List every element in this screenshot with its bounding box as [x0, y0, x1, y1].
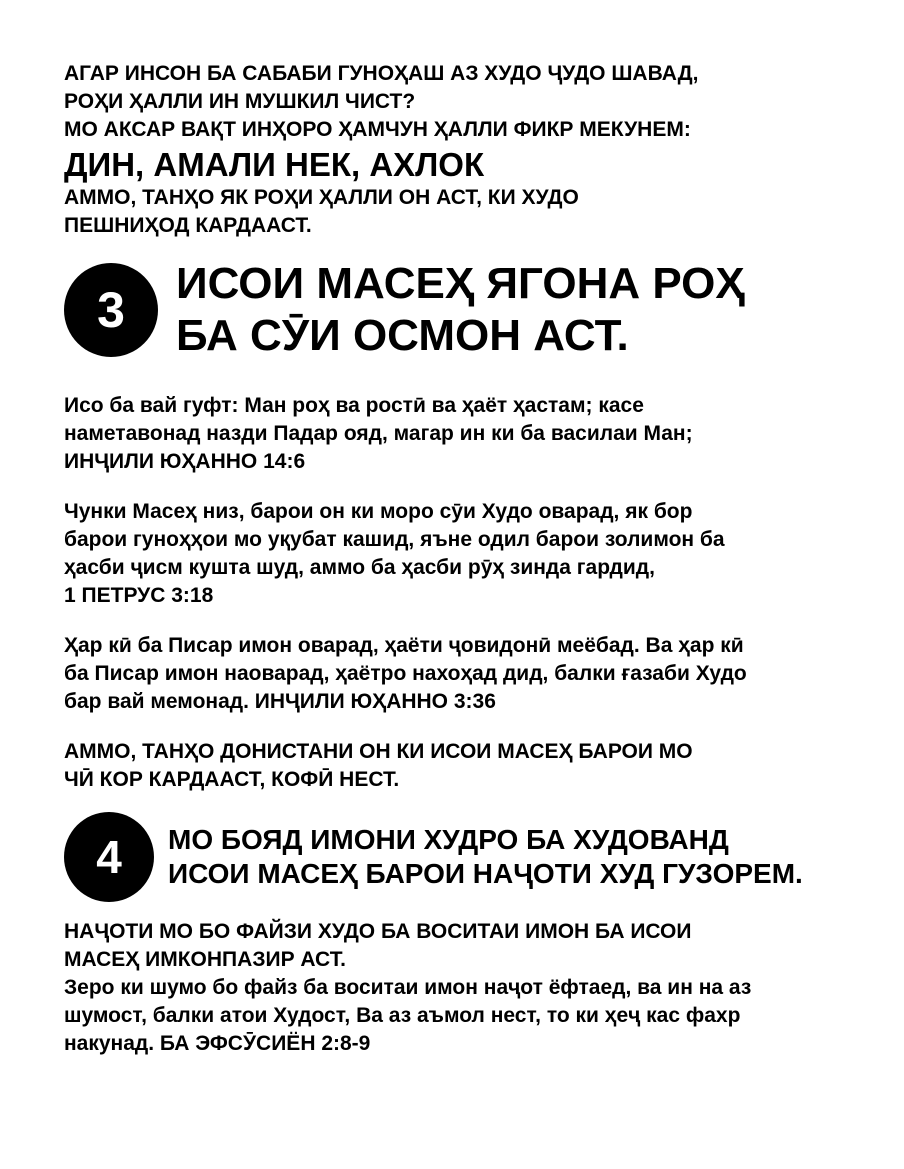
section-4-header	[64, 812, 854, 902]
paragraph-line: наметавонад назди Падар ояд, магар ин ки ба василаи Ман;	[64, 422, 693, 445]
section-3-header	[64, 258, 854, 362]
paragraph-line: барои гуноҳҳои мо уқубат кашид, яъне одил барои золимон ба	[64, 528, 725, 551]
paragraph-line: ҳасби ҷисм кушта шуд, аммо ба ҳасби рӯҳ зинда гардид,	[64, 556, 655, 579]
tract-page	[64, 58, 854, 1058]
scripture-reference: ИНҶИЛИ ЮҲАННО 14:6	[64, 450, 306, 473]
intro-emphasis: ДИН, АМАЛИ НЕК, АХЛОК	[64, 146, 485, 183]
scripture-paragraph	[64, 392, 854, 476]
intro-line: АММО, ТАНҲО ЯК РОҲИ ҲАЛЛИ ОН АСТ, КИ ХУДО	[64, 186, 579, 209]
scripture-paragraph	[64, 498, 854, 610]
paragraph-line: АММО, ТАНҲО ДОНИСТАНИ ОН КИ ИСОИ МАСЕҲ БАРОИ МО	[64, 740, 693, 763]
step-number-badge: 3	[64, 263, 158, 357]
summary-paragraph	[64, 738, 854, 794]
intro-line: ПЕШНИҲОД КАРДААСТ.	[64, 214, 312, 237]
heading-line: МО БОЯД ИМОНИ ХУДРО БА ХУДОВАНД	[168, 824, 729, 855]
section-4-heading	[168, 823, 803, 891]
section-3-heading	[176, 258, 745, 362]
intro-line: АГАР ИНСОН БА САБАБИ ГУНОҲАШ АЗ ХУДО ҶУДО ШАВАД,	[64, 62, 699, 85]
paragraph-line: ЧӢ КОР КАРДААСТ, КОФӢ НЕСТ.	[64, 768, 400, 791]
paragraph-line: МАСЕҲ ИМКОНПАЗИР АСТ.	[64, 948, 346, 971]
paragraph-line: Чунки Масеҳ низ, барои он ки моро сӯи Худо оварад, як бор	[64, 500, 693, 523]
heading-line: ИСОИ МАСЕҲ ЯГОНА РОҲ	[176, 259, 745, 308]
paragraph-line: НАҶОТИ МО БО ФАЙЗИ ХУДО БА ВОСИТАИ ИМОН БА ИСОИ	[64, 920, 692, 943]
scripture-reference: 1 ПЕТРУС 3:18	[64, 584, 214, 607]
scripture-paragraph	[64, 632, 854, 716]
paragraph-line: Ҳар кӣ ба Писар имон оварад, ҳаёти ҷовидонӣ меёбад. Ва ҳар кӣ	[64, 634, 744, 657]
paragraph-line: шумост, балки атои Худост, Ва аз аъмол нест, то ки ҳеҷ кас фахр	[64, 1004, 741, 1027]
step-number-badge: 4	[64, 812, 154, 902]
heading-line: БА СӮИ ОСМОН АСТ.	[176, 311, 629, 360]
paragraph-line: ба Писар имон наоварад, ҳаётро нахоҳад дид, балки ғазаби Худо	[64, 662, 747, 685]
intro-line: МО АКСАР ВАҚТ ИНҲОРО ҲАМЧУН ҲАЛЛИ ФИКР МЕКУНЕМ:	[64, 118, 691, 141]
paragraph-line: Исо ба вай гуфт: Ман роҳ ва ростӣ ва ҳаёт ҳастам; касе	[64, 394, 644, 417]
heading-line: ИСОИ МАСЕҲ БАРОИ НАҶОТИ ХУД ГУЗОРЕМ.	[168, 858, 803, 889]
intro-block	[64, 60, 854, 240]
intro-line: РОҲИ ҲАЛЛИ ИН МУШКИЛ ЧИСТ?	[64, 90, 416, 113]
paragraph-line: бар вай мемонад. ИНҶИЛИ ЮҲАННО 3:36	[64, 690, 496, 713]
scripture-reference: накунад. БА ЭФСӮСИЁН 2:8-9	[64, 1032, 371, 1055]
paragraph-line: Зеро ки шумо бо файз ба воситаи имон наҷот ёфтаед, ва ин на аз	[64, 976, 752, 999]
scripture-paragraph	[64, 918, 854, 1058]
